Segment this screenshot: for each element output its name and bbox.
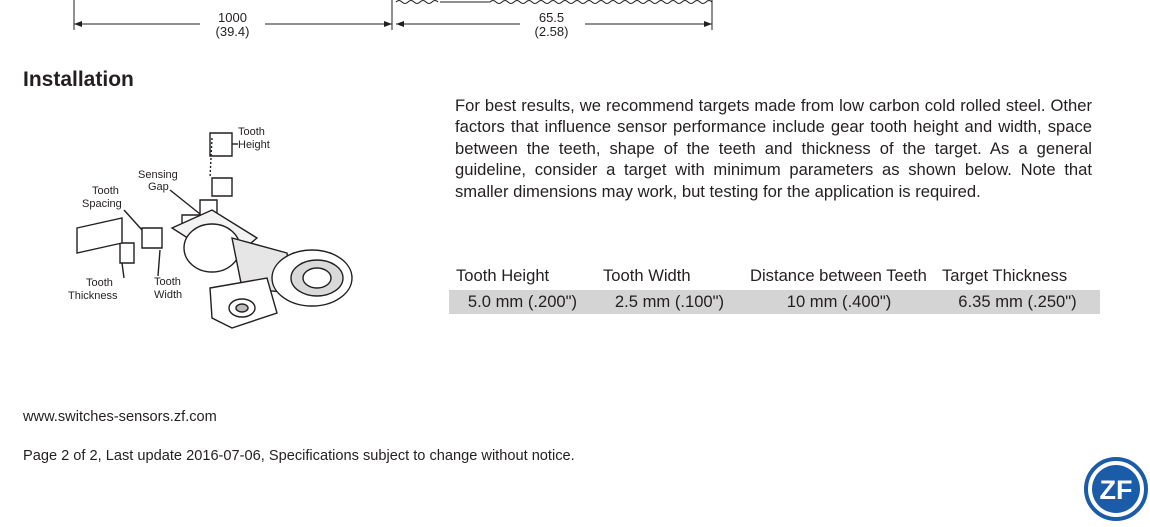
- label-tooth-height-2: Height: [238, 139, 270, 151]
- label-tooth-thickness-1: Tooth: [86, 277, 113, 289]
- dimension-left-label: [200, 11, 265, 39]
- cell-target-thickness: 6.35 mm (.250"): [935, 290, 1100, 314]
- installation-paragraph: For best results, we recommend targets made from low carbon cold rolled steel. Other factors that influence sensor performance include gear tooth height and width, space between the teeth, shape of the teeth and thickness of the target. As a general guideline, consider a target with minimum parameters as shown below. Note that smaller dimensions may work, but testing for the application is required.: [455, 96, 1092, 201]
- dimension-right-inch: (2.58): [534, 24, 569, 39]
- label-sensing-gap-2: Gap: [148, 181, 169, 193]
- target-parameters-table: [449, 265, 1100, 314]
- dimension-strip: [0, 0, 1150, 50]
- installation-figure: [62, 118, 362, 343]
- cell-tooth-width: 2.5 mm (.100"): [596, 290, 743, 314]
- zf-logo: [1082, 456, 1150, 522]
- label-tooth-spacing-2: Spacing: [82, 198, 122, 210]
- header-distance-between-teeth: Distance between Teeth: [750, 266, 927, 285]
- label-sensing-gap-1: Sensing: [138, 169, 178, 181]
- table-row: [449, 290, 1100, 314]
- dimension-right-value: 65.5: [538, 10, 565, 25]
- dimension-left-value: 1000: [218, 10, 247, 25]
- zf-logo-text: ZF: [1099, 475, 1133, 505]
- label-tooth-spacing-1: Tooth: [92, 185, 119, 197]
- section-title: Installation: [23, 68, 134, 91]
- cell-tooth-height: 5.0 mm (.200"): [449, 290, 596, 314]
- header-tooth-width: Tooth Width: [603, 266, 691, 285]
- cell-distance-between-teeth: 10 mm (.400"): [743, 290, 935, 314]
- label-tooth-thickness-2: Thickness: [68, 290, 118, 302]
- website-link[interactable]: www.switches-sensors.zf.com: [23, 409, 217, 425]
- label-tooth-width-2: Width: [154, 289, 183, 301]
- dimension-right-label: [518, 11, 585, 39]
- label-tooth-height-1: Tooth: [238, 126, 265, 138]
- label-tooth-width-1: Tooth: [154, 276, 181, 288]
- header-tooth-height: Tooth Height: [456, 266, 550, 285]
- footer-note: Page 2 of 2, Last update 2016-07-06, Specifications subject to change without notice.: [23, 448, 575, 464]
- sensor-illustration: [62, 118, 362, 343]
- table-header-row: [449, 265, 1100, 290]
- header-target-thickness: Target Thickness: [942, 266, 1068, 285]
- dimension-left-inch: (39.4): [215, 24, 250, 39]
